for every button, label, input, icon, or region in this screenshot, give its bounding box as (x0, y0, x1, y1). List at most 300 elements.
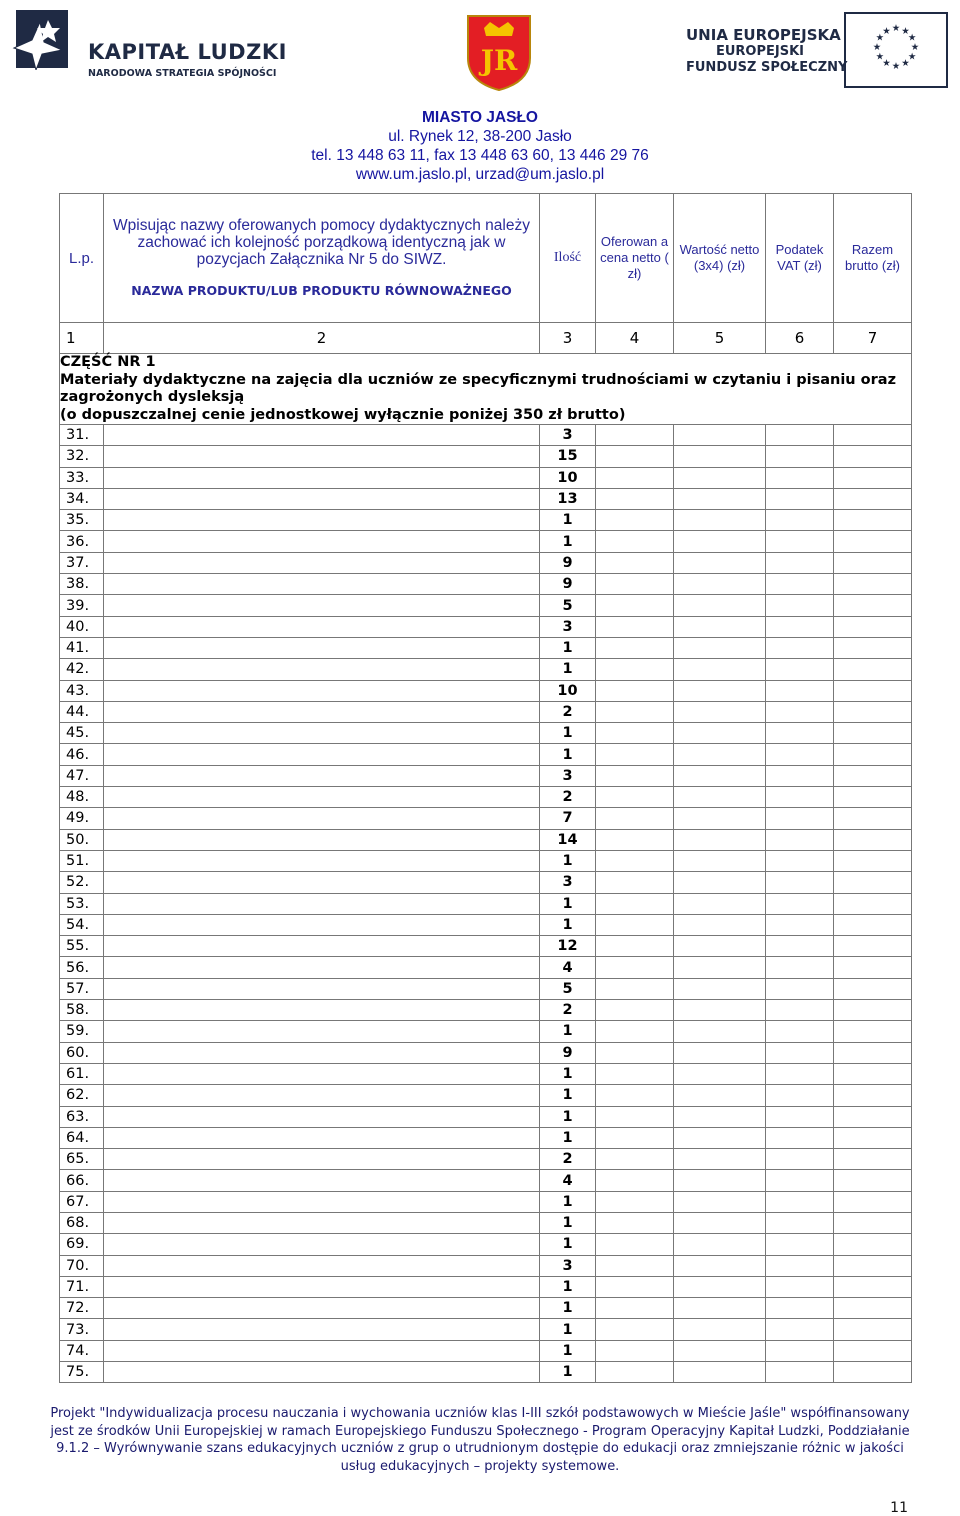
row-vat-cell[interactable] (766, 957, 834, 978)
row-net-value-cell[interactable] (674, 1276, 766, 1297)
svg-text:★: ★ (872, 42, 882, 53)
row-price-cell[interactable] (596, 552, 674, 573)
row-product-name-cell[interactable] (104, 914, 540, 935)
row-gross-cell[interactable] (834, 467, 912, 488)
column-number: 2 (104, 323, 540, 354)
row-net-value-cell[interactable] (674, 1021, 766, 1042)
row-price-cell[interactable] (596, 1063, 674, 1084)
city-name: MIASTO JASŁO (422, 109, 538, 126)
table-row (60, 1362, 912, 1383)
row-product-name-cell[interactable] (104, 957, 540, 978)
row-net-value-cell[interactable] (674, 957, 766, 978)
row-price-cell[interactable] (596, 1234, 674, 1255)
row-product-name-cell[interactable] (104, 893, 540, 914)
row-product-name-cell[interactable] (104, 808, 540, 829)
row-lp: 38. (60, 574, 104, 595)
row-vat-cell[interactable] (766, 1149, 834, 1170)
row-vat-cell[interactable] (766, 1234, 834, 1255)
row-gross-cell[interactable] (834, 1191, 912, 1212)
row-gross-cell[interactable] (834, 595, 912, 616)
row-product-name-cell[interactable] (104, 1170, 540, 1191)
row-gross-cell[interactable] (834, 1063, 912, 1084)
row-vat-cell[interactable] (766, 744, 834, 765)
svg-text:★: ★ (901, 58, 910, 70)
row-gross-cell[interactable] (834, 446, 912, 467)
row-vat-cell[interactable] (766, 701, 834, 722)
row-net-value-cell[interactable] (674, 680, 766, 701)
row-product-name-cell[interactable] (104, 1021, 540, 1042)
row-net-value-cell[interactable] (674, 467, 766, 488)
kapital-ludzki-star-icon (10, 10, 68, 70)
row-vat-cell[interactable] (766, 936, 834, 957)
row-vat-cell[interactable] (766, 1298, 834, 1319)
row-product-name-cell[interactable] (104, 936, 540, 957)
row-net-value-cell[interactable] (674, 1212, 766, 1233)
row-vat-cell[interactable] (766, 637, 834, 658)
row-net-value-cell[interactable] (674, 787, 766, 808)
row-vat-cell[interactable] (766, 1085, 834, 1106)
row-quantity: 5 (540, 978, 596, 999)
table-row (60, 659, 912, 680)
row-price-cell[interactable] (596, 765, 674, 786)
row-net-value-cell[interactable] (674, 1191, 766, 1212)
row-price-cell[interactable] (596, 1362, 674, 1383)
row-gross-cell[interactable] (834, 744, 912, 765)
row-vat-cell[interactable] (766, 787, 834, 808)
row-gross-cell[interactable] (834, 510, 912, 531)
row-gross-cell[interactable] (834, 723, 912, 744)
phone-fax: tel. 13 448 63 11, fax 13 448 63 60, 13 446 29 76 (311, 147, 649, 164)
row-product-name-cell[interactable] (104, 1340, 540, 1361)
row-net-value-cell[interactable] (674, 531, 766, 552)
row-gross-cell[interactable] (834, 1276, 912, 1297)
row-price-cell[interactable] (596, 510, 674, 531)
row-lp: 52. (60, 872, 104, 893)
row-net-value-cell[interactable] (674, 1106, 766, 1127)
table-row (60, 850, 912, 871)
row-price-cell[interactable] (596, 723, 674, 744)
row-product-name-cell[interactable] (104, 595, 540, 616)
row-net-value-cell[interactable] (674, 1255, 766, 1276)
header-quantity: Ilość (540, 194, 596, 323)
row-gross-cell[interactable] (834, 1340, 912, 1361)
column-number-row (60, 323, 912, 354)
row-vat-cell[interactable] (766, 723, 834, 744)
footer-line-1: Projekt "Indywidualizacja procesu nauczania i wychowania uczniów klas I-III szkół podstawowych w Mieście Jaśle" współfinansowany (50, 1406, 910, 1421)
svg-text:★: ★ (882, 25, 891, 37)
row-quantity: 3 (540, 616, 596, 637)
row-product-name-cell[interactable] (104, 1191, 540, 1212)
row-gross-cell[interactable] (834, 531, 912, 552)
row-net-value-cell[interactable] (674, 1149, 766, 1170)
row-product-name-cell[interactable] (104, 1276, 540, 1297)
row-lp: 32. (60, 446, 104, 467)
row-vat-cell[interactable] (766, 1319, 834, 1340)
row-gross-cell[interactable] (834, 1212, 912, 1233)
row-vat-cell[interactable] (766, 1276, 834, 1297)
row-price-cell[interactable] (596, 1000, 674, 1021)
row-product-name-cell[interactable] (104, 1362, 540, 1383)
row-lp: 59. (60, 1021, 104, 1042)
row-vat-cell[interactable] (766, 1362, 834, 1383)
row-net-value-cell[interactable] (674, 659, 766, 680)
row-product-name-cell[interactable] (104, 829, 540, 850)
row-quantity: 3 (540, 1255, 596, 1276)
row-product-name-cell[interactable] (104, 1319, 540, 1340)
row-product-name-cell[interactable] (104, 510, 540, 531)
row-lp: 64. (60, 1127, 104, 1148)
row-net-value-cell[interactable] (674, 616, 766, 637)
row-price-cell[interactable] (596, 467, 674, 488)
row-gross-cell[interactable] (834, 659, 912, 680)
table-row (60, 1340, 912, 1361)
row-vat-cell[interactable] (766, 552, 834, 573)
row-price-cell[interactable] (596, 488, 674, 509)
row-price-cell[interactable] (596, 829, 674, 850)
row-net-value-cell[interactable] (674, 893, 766, 914)
row-gross-cell[interactable] (834, 978, 912, 999)
row-price-cell[interactable] (596, 531, 674, 552)
row-price-cell[interactable] (596, 936, 674, 957)
row-product-name-cell[interactable] (104, 531, 540, 552)
row-vat-cell[interactable] (766, 574, 834, 595)
row-net-value-cell[interactable] (674, 723, 766, 744)
row-gross-cell[interactable] (834, 1170, 912, 1191)
row-lp: 67. (60, 1191, 104, 1212)
row-vat-cell[interactable] (766, 850, 834, 871)
row-net-value-cell[interactable] (674, 872, 766, 893)
row-price-cell[interactable] (596, 893, 674, 914)
row-net-value-cell[interactable] (674, 488, 766, 509)
row-gross-cell[interactable] (834, 808, 912, 829)
row-vat-cell[interactable] (766, 1063, 834, 1084)
row-net-value-cell[interactable] (674, 978, 766, 999)
row-vat-cell[interactable] (766, 616, 834, 637)
row-gross-cell[interactable] (834, 1085, 912, 1106)
row-price-cell[interactable] (596, 1127, 674, 1148)
row-vat-cell[interactable] (766, 1021, 834, 1042)
page-number: 11 (890, 1500, 908, 1516)
row-price-cell[interactable] (596, 680, 674, 701)
row-net-value-cell[interactable] (674, 425, 766, 446)
row-net-value-cell[interactable] (674, 510, 766, 531)
row-net-value-cell[interactable] (674, 552, 766, 573)
svg-text:★: ★ (907, 32, 917, 44)
row-product-name-cell[interactable] (104, 488, 540, 509)
row-vat-cell[interactable] (766, 425, 834, 446)
row-product-name-cell[interactable] (104, 1127, 540, 1148)
row-price-cell[interactable] (596, 1085, 674, 1106)
row-vat-cell[interactable] (766, 1042, 834, 1063)
row-gross-cell[interactable] (834, 1127, 912, 1148)
row-net-value-cell[interactable] (674, 1085, 766, 1106)
row-vat-cell[interactable] (766, 680, 834, 701)
column-number: 6 (766, 323, 834, 354)
row-product-name-cell[interactable] (104, 744, 540, 765)
row-lp: 72. (60, 1298, 104, 1319)
row-product-name-cell[interactable] (104, 1106, 540, 1127)
row-vat-cell[interactable] (766, 531, 834, 552)
row-gross-cell[interactable] (834, 488, 912, 509)
table-row (60, 1319, 912, 1340)
row-vat-cell[interactable] (766, 914, 834, 935)
table-row (60, 872, 912, 893)
row-price-cell[interactable] (596, 1170, 674, 1191)
row-product-name-cell[interactable] (104, 1234, 540, 1255)
row-net-value-cell[interactable] (674, 850, 766, 871)
row-product-name-cell[interactable] (104, 616, 540, 637)
row-product-name-cell[interactable] (104, 446, 540, 467)
row-product-name-cell[interactable] (104, 1085, 540, 1106)
row-vat-cell[interactable] (766, 467, 834, 488)
row-lp: 68. (60, 1212, 104, 1233)
kapital-ludzki-subtitle: NARODOWA STRATEGIA SPÓJNOŚCI (88, 68, 277, 79)
row-product-name-cell[interactable] (104, 467, 540, 488)
row-vat-cell[interactable] (766, 510, 834, 531)
row-net-value-cell[interactable] (674, 1063, 766, 1084)
row-gross-cell[interactable] (834, 850, 912, 871)
row-lp: 36. (60, 531, 104, 552)
header-offered-price: Oferowan a cena netto ( zł) (596, 194, 674, 323)
row-vat-cell[interactable] (766, 765, 834, 786)
row-lp: 31. (60, 425, 104, 446)
row-product-name-cell[interactable] (104, 787, 540, 808)
row-vat-cell[interactable] (766, 488, 834, 509)
row-net-value-cell[interactable] (674, 1234, 766, 1255)
header-vat: Podatek VAT (zł) (766, 194, 834, 323)
table-row (60, 637, 912, 658)
row-gross-cell[interactable] (834, 1106, 912, 1127)
row-price-cell[interactable] (596, 808, 674, 829)
row-gross-cell[interactable] (834, 574, 912, 595)
row-gross-cell[interactable] (834, 680, 912, 701)
row-gross-cell[interactable] (834, 637, 912, 658)
row-price-cell[interactable] (596, 744, 674, 765)
row-gross-cell[interactable] (834, 1362, 912, 1383)
row-net-value-cell[interactable] (674, 1127, 766, 1148)
row-vat-cell[interactable] (766, 1340, 834, 1361)
row-price-cell[interactable] (596, 1021, 674, 1042)
row-product-name-cell[interactable] (104, 1212, 540, 1233)
row-product-name-cell[interactable] (104, 1255, 540, 1276)
row-net-value-cell[interactable] (674, 936, 766, 957)
row-product-name-cell[interactable] (104, 1298, 540, 1319)
row-price-cell[interactable] (596, 872, 674, 893)
row-quantity: 9 (540, 574, 596, 595)
row-gross-cell[interactable] (834, 1149, 912, 1170)
table-row (60, 1298, 912, 1319)
row-quantity: 1 (540, 914, 596, 935)
row-net-value-cell[interactable] (674, 1340, 766, 1361)
row-vat-cell[interactable] (766, 1191, 834, 1212)
row-price-cell[interactable] (596, 425, 674, 446)
section-title: CZĘŚĆ NR 1 (60, 354, 156, 370)
section-header-row (60, 354, 912, 425)
row-gross-cell[interactable] (834, 1319, 912, 1340)
row-vat-cell[interactable] (766, 659, 834, 680)
street-address: ul. Rynek 12, 38-200 Jasło (388, 128, 572, 145)
row-price-cell[interactable] (596, 1298, 674, 1319)
row-product-name-cell[interactable] (104, 637, 540, 658)
row-vat-cell[interactable] (766, 872, 834, 893)
row-gross-cell[interactable] (834, 936, 912, 957)
row-gross-cell[interactable] (834, 872, 912, 893)
row-price-cell[interactable] (596, 850, 674, 871)
row-product-name-cell[interactable] (104, 574, 540, 595)
row-price-cell[interactable] (596, 1106, 674, 1127)
row-net-value-cell[interactable] (674, 701, 766, 722)
row-net-value-cell[interactable] (674, 574, 766, 595)
row-product-name-cell[interactable] (104, 659, 540, 680)
row-product-name-cell[interactable] (104, 872, 540, 893)
row-net-value-cell[interactable] (674, 1362, 766, 1383)
row-net-value-cell[interactable] (674, 1298, 766, 1319)
row-lp: 47. (60, 765, 104, 786)
row-gross-cell[interactable] (834, 616, 912, 637)
row-lp: 44. (60, 701, 104, 722)
row-gross-cell[interactable] (834, 829, 912, 850)
section-description: Materiały dydaktyczne na zajęcia dla uczniów ze specyficznymi trudnościami w czytaniu i pisaniu oraz zagrożonych dysleksją (60, 371, 897, 405)
row-vat-cell[interactable] (766, 1127, 834, 1148)
row-vat-cell[interactable] (766, 1212, 834, 1233)
row-vat-cell[interactable] (766, 446, 834, 467)
row-net-value-cell[interactable] (674, 1000, 766, 1021)
table-row (60, 1170, 912, 1191)
row-price-cell[interactable] (596, 574, 674, 595)
row-gross-cell[interactable] (834, 701, 912, 722)
row-price-cell[interactable] (596, 914, 674, 935)
table-row (60, 1234, 912, 1255)
row-vat-cell[interactable] (766, 1255, 834, 1276)
row-price-cell[interactable] (596, 1191, 674, 1212)
row-net-value-cell[interactable] (674, 914, 766, 935)
row-gross-cell[interactable] (834, 787, 912, 808)
row-price-cell[interactable] (596, 1042, 674, 1063)
row-gross-cell[interactable] (834, 1042, 912, 1063)
row-net-value-cell[interactable] (674, 595, 766, 616)
row-lp: 34. (60, 488, 104, 509)
row-price-cell[interactable] (596, 701, 674, 722)
row-net-value-cell[interactable] (674, 808, 766, 829)
header-name-caption: NAZWA PRODUKTU/LUB PRODUKTU RÓWNOWAŻNEGO (131, 283, 512, 298)
row-quantity: 9 (540, 1042, 596, 1063)
row-net-value-cell[interactable] (674, 744, 766, 765)
row-gross-cell[interactable] (834, 1000, 912, 1021)
row-vat-cell[interactable] (766, 1106, 834, 1127)
table-row (60, 574, 912, 595)
row-product-name-cell[interactable] (104, 978, 540, 999)
row-vat-cell[interactable] (766, 978, 834, 999)
row-lp: 33. (60, 467, 104, 488)
row-lp: 55. (60, 936, 104, 957)
row-quantity: 1 (540, 637, 596, 658)
row-gross-cell[interactable] (834, 1298, 912, 1319)
row-price-cell[interactable] (596, 1255, 674, 1276)
row-vat-cell[interactable] (766, 1000, 834, 1021)
row-net-value-cell[interactable] (674, 446, 766, 467)
row-lp: 43. (60, 680, 104, 701)
row-quantity: 1 (540, 1127, 596, 1148)
row-price-cell[interactable] (596, 787, 674, 808)
svg-text:★: ★ (875, 51, 885, 63)
table-row (60, 893, 912, 914)
municipality-address (0, 108, 960, 184)
row-product-name-cell[interactable] (104, 425, 540, 446)
row-gross-cell[interactable] (834, 893, 912, 914)
row-gross-cell[interactable] (834, 1234, 912, 1255)
row-price-cell[interactable] (596, 1276, 674, 1297)
row-product-name-cell[interactable] (104, 680, 540, 701)
row-price-cell[interactable] (596, 978, 674, 999)
row-gross-cell[interactable] (834, 552, 912, 573)
row-price-cell[interactable] (596, 659, 674, 680)
row-lp: 69. (60, 1234, 104, 1255)
row-product-name-cell[interactable] (104, 701, 540, 722)
row-product-name-cell[interactable] (104, 765, 540, 786)
table-row (60, 1255, 912, 1276)
row-price-cell[interactable] (596, 446, 674, 467)
row-price-cell[interactable] (596, 616, 674, 637)
row-product-name-cell[interactable] (104, 723, 540, 744)
row-lp: 66. (60, 1170, 104, 1191)
row-quantity: 1 (540, 1276, 596, 1297)
row-gross-cell[interactable] (834, 957, 912, 978)
row-quantity: 3 (540, 872, 596, 893)
row-net-value-cell[interactable] (674, 1170, 766, 1191)
row-quantity: 1 (540, 1212, 596, 1233)
row-price-cell[interactable] (596, 957, 674, 978)
row-vat-cell[interactable] (766, 1170, 834, 1191)
row-vat-cell[interactable] (766, 595, 834, 616)
row-lp: 53. (60, 893, 104, 914)
row-lp: 63. (60, 1106, 104, 1127)
row-product-name-cell[interactable] (104, 1149, 540, 1170)
row-product-name-cell[interactable] (104, 1063, 540, 1084)
row-product-name-cell[interactable] (104, 552, 540, 573)
row-net-value-cell[interactable] (674, 829, 766, 850)
row-product-name-cell[interactable] (104, 1000, 540, 1021)
row-price-cell[interactable] (596, 1212, 674, 1233)
row-price-cell[interactable] (596, 1340, 674, 1361)
table-row (60, 765, 912, 786)
row-price-cell[interactable] (596, 637, 674, 658)
row-gross-cell[interactable] (834, 1021, 912, 1042)
table-row (60, 1276, 912, 1297)
row-net-value-cell[interactable] (674, 637, 766, 658)
row-gross-cell[interactable] (834, 425, 912, 446)
row-vat-cell[interactable] (766, 808, 834, 829)
row-price-cell[interactable] (596, 1319, 674, 1340)
row-gross-cell[interactable] (834, 765, 912, 786)
row-vat-cell[interactable] (766, 893, 834, 914)
row-net-value-cell[interactable] (674, 765, 766, 786)
row-lp: 56. (60, 957, 104, 978)
row-gross-cell[interactable] (834, 1255, 912, 1276)
row-price-cell[interactable] (596, 595, 674, 616)
row-price-cell[interactable] (596, 1149, 674, 1170)
row-net-value-cell[interactable] (674, 1319, 766, 1340)
footer-line-4: usług edukacyjnych – projekty systemowe. (340, 1458, 620, 1474)
row-product-name-cell[interactable] (104, 850, 540, 871)
row-lp: 75. (60, 1362, 104, 1383)
row-product-name-cell[interactable] (104, 1042, 540, 1063)
row-quantity: 4 (540, 957, 596, 978)
svg-text:★: ★ (901, 25, 910, 37)
row-net-value-cell[interactable] (674, 1042, 766, 1063)
row-gross-cell[interactable] (834, 914, 912, 935)
kapital-ludzki-logo (10, 10, 285, 92)
row-vat-cell[interactable] (766, 829, 834, 850)
